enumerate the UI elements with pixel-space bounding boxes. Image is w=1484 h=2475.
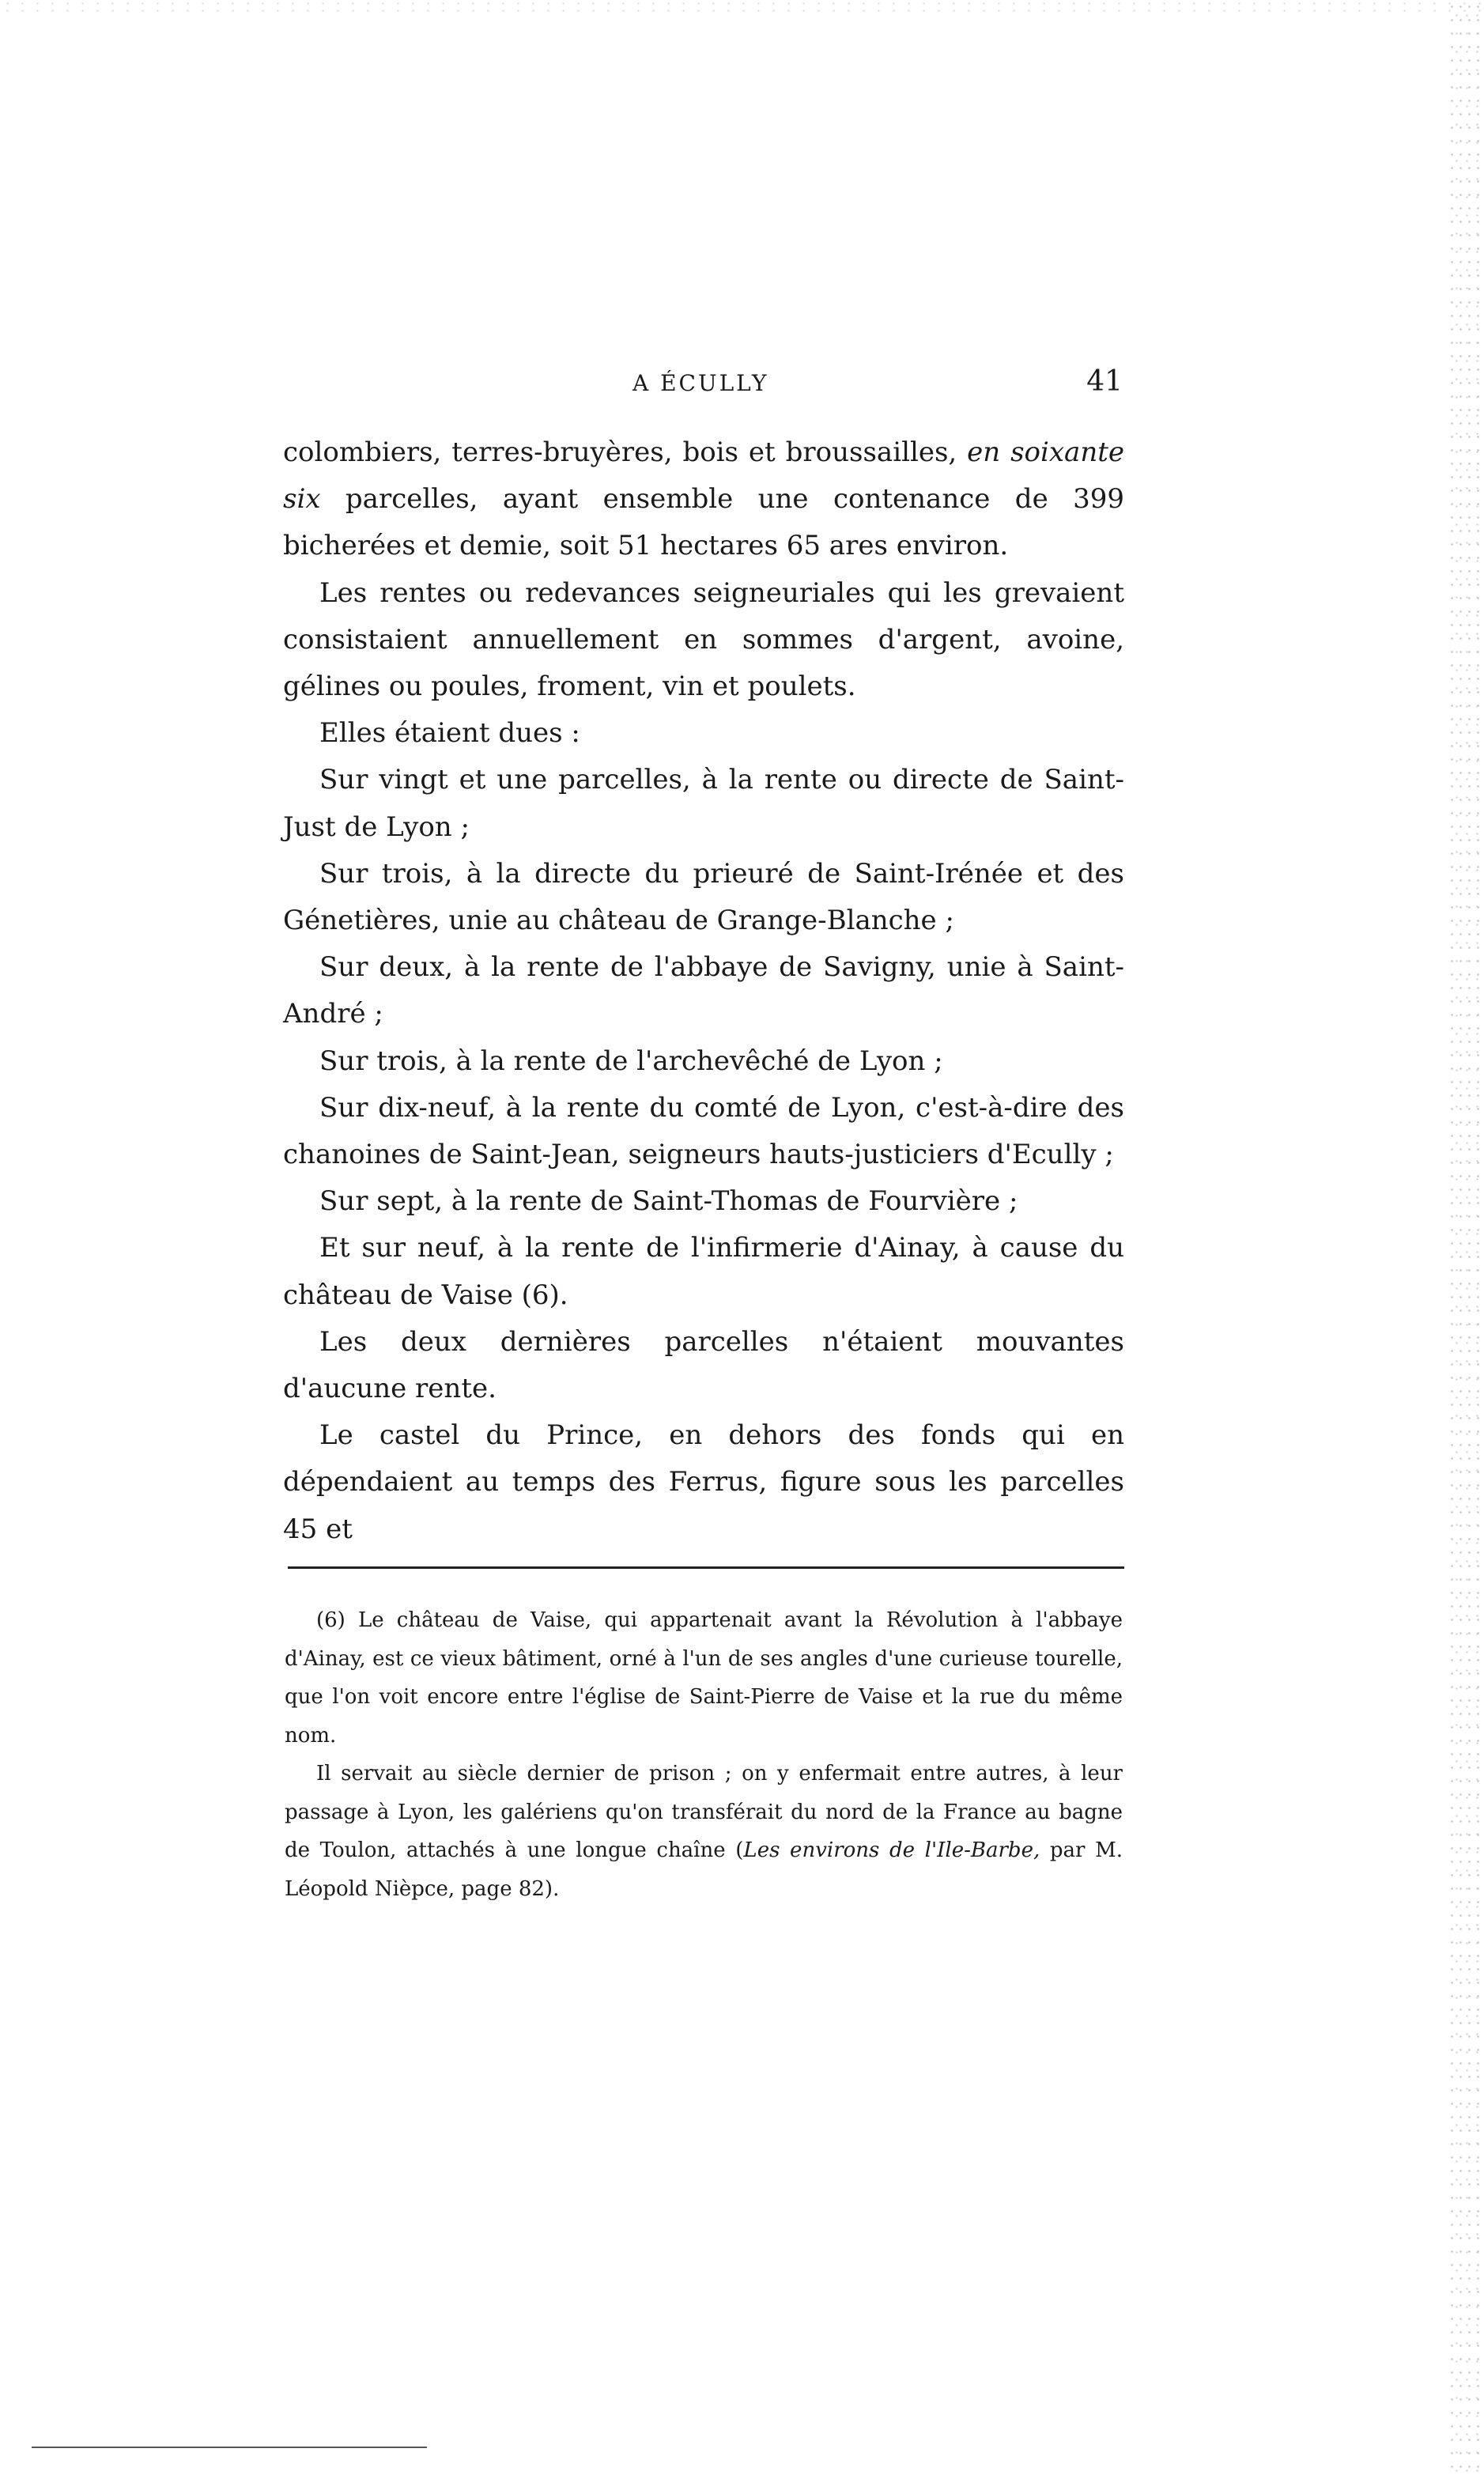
running-title: A ÉCULLY — [632, 370, 769, 396]
page-edge-speckle-right — [1448, 0, 1484, 2475]
paragraph-2: Les rentes ou redevances seigneuriales qui les grevaient consistaient annuellement en sommes d'argent, avoine, gélines ou poules, froment, vin et poulets. — [283, 576, 1124, 703]
page-edge-speckle-top — [0, 0, 1484, 14]
footnote-6-continued-end: par M. Léopold Nièpce, page 82). — [285, 1838, 1123, 1901]
paragraph-9: Sur sept, à la rente de Saint-Thomas de Fourvière ; — [319, 1185, 1018, 1218]
paragraph-12: Le castel du Prince, en dehors des fonds qui en dépendaient au temps des Ferrus, figure sous les parcelles 45 et — [283, 1419, 1124, 1545]
paragraph-3: Elles étaient dues : — [319, 717, 580, 750]
paragraph-1-italic: en soixante six — [283, 436, 1125, 516]
paragraph-6: Sur deux, à la rente de l'abbaye de Savigny, unie à Saint-André ; — [283, 951, 1124, 1030]
paragraph-5: Sur trois, à la directe du prieuré de Saint-Irénée et des Génetières, unie au château de Grange-Blanche ; — [283, 857, 1124, 937]
running-header — [285, 365, 1123, 405]
footnote-divider — [288, 1566, 1124, 1569]
paragraph-4: Sur vingt et une parcelles, à la rente ou directe de Saint-Just de Lyon ; — [283, 764, 1124, 843]
paragraph-11: Les deux dernières parcelles n'étaient mouvantes d'aucune rente. — [283, 1325, 1124, 1405]
paragraph-1-start: colombiers, terres-bruyères, bois et broussailles, — [283, 436, 968, 468]
paragraph-1 — [283, 429, 1124, 570]
body-text — [283, 429, 1124, 1553]
page-number: 41 — [1086, 365, 1123, 398]
footnotes — [285, 1601, 1123, 1908]
paragraph-10: Et sur neuf, à la rente de l'infirmerie d'Ainay, à cause du château de Vaise (6). — [283, 1232, 1124, 1311]
paragraph-1-end: parcelles, ayant ensemble une contenance de 399 bicherées et demie, soit 51 hectares 65 ares environ. — [283, 483, 1124, 562]
page-bottom-edge-line — [32, 2447, 427, 2448]
footnote-6-continued-start: Il servait au siècle dernier de prison ; on y enfermait entre autres, à leur passage à Lyon, les galériens qu'on transférait du nord de la France au bagne de Toulon, attachés à une longue chaîne ( — [285, 1762, 1123, 1862]
footnote-6: (6) Le château de Vaise, qui appartenait avant la Révolution à l'abbaye d'Ainay, est ce vieux bâtiment, orné à l'un de ses angles d'une curieuse tourelle, que l'on voit encore entre l'église de Saint-Pierre de Vaise et la rue du même nom. — [285, 1608, 1123, 1748]
footnote-6-continued — [285, 1755, 1123, 1908]
footnote-6-continued-italic: Les environs de l'Ile-Barbe, — [743, 1838, 1040, 1862]
paragraph-7: Sur trois, à la rente de l'archevêché de Lyon ; — [319, 1045, 943, 1077]
paragraph-8: Sur dix-neuf, à la rente du comté de Lyon, c'est-à-dire des chanoines de Saint-Jean, seigneurs hauts-justiciers d'Ecully ; — [283, 1091, 1124, 1171]
